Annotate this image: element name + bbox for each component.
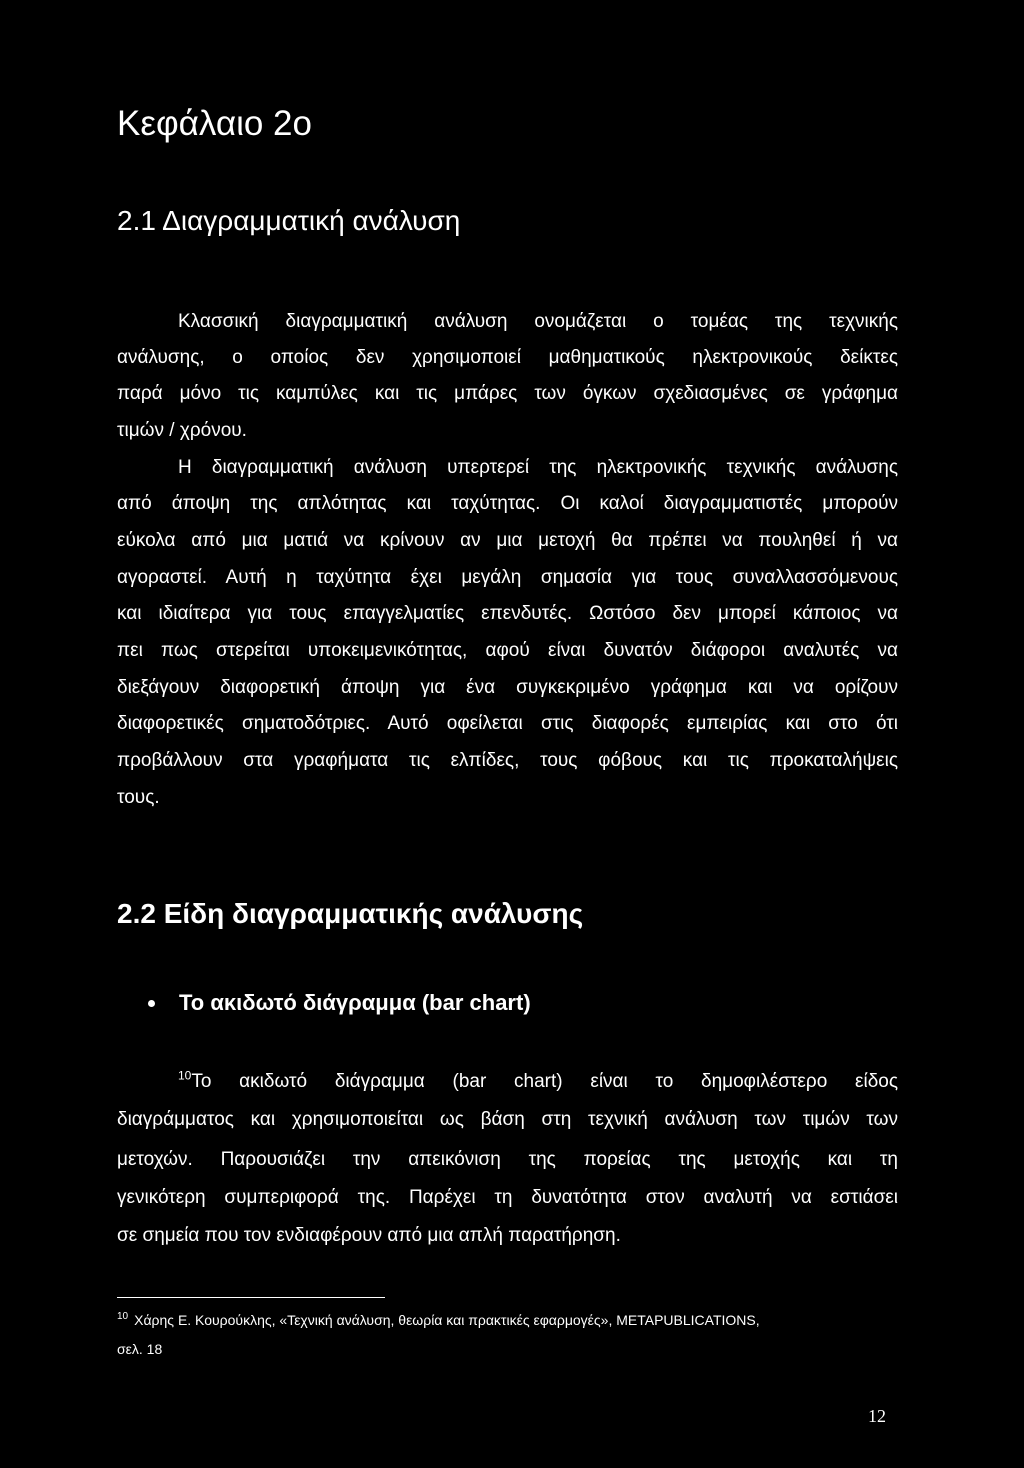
paragraph-line: αγοραστεί. Αυτή η ταχύτητα έχει μεγάλη σημασία για τους συναλλασσόμενους — [117, 567, 898, 588]
paragraph-line: διαφορετικές σηματοδότριες. Αυτό οφείλεται στις διαφορές εμπειρίας και στο ότι — [117, 713, 898, 734]
paragraph-line: ανάλυσης, ο οποίος δεν χρησιμοποιεί μαθηματικούς ηλεκτρονικούς δείκτες — [117, 347, 898, 368]
paragraph-line: Κλασσική διαγραμματική ανάλυση ονομάζεται ο τομέας της τεχνικής — [178, 311, 898, 332]
bullet-label: Το ακιδωτό διάγραμμα (bar chart) — [179, 990, 531, 1015]
paragraph-line: διαγράμματος και χρησιμοποιείται ως βάση στη τεχνική ανάλυση των τιμών των — [117, 1109, 898, 1130]
footnote-divider — [117, 1297, 385, 1298]
paragraph-line: από άποψη της απλότητας και ταχύτητας. Οι καλοί διαγραμματιστές μπορούν — [117, 493, 898, 514]
footnote-reference[interactable]: 10 — [178, 1068, 192, 1083]
paragraph-line: και ιδιαίτερα για τους επαγγελματίες επενδυτές. Ωστόσο δεν μπορεί κάποιος να — [117, 603, 898, 624]
page-number: 12 — [868, 1406, 886, 1426]
paragraph-line: προβάλλουν στα γραφήματα τις ελπίδες, τους φόβους και τις προκαταλήψεις — [117, 750, 898, 771]
footnote-line — [117, 1312, 760, 1328]
paragraph-line: τους. — [117, 787, 160, 808]
paragraph-line: μετοχών. Παρουσιάζει την απεικόνιση της πορείας της μετοχής και τη — [117, 1149, 898, 1170]
footnote-mark: 10 — [117, 1311, 129, 1323]
section-heading: 2.1 Διαγραμματική ανάλυση — [117, 205, 461, 236]
paragraph-line: σε σημεία που τον ενδιαφέρουν από μια απλή παρατήρηση. — [117, 1225, 621, 1246]
paragraph-line — [178, 1068, 898, 1092]
paragraph-line: εύκολα από μια ματιά να κρίνουν αν μια μετοχή θα πρέπει να πουληθεί ή να — [117, 530, 898, 551]
paragraph-line: γενικότερη συμπεριφορά της. Παρέχει τη δυνατότητα στον αναλυτή να εστιάσει — [117, 1187, 898, 1208]
bullet-icon — [148, 1000, 155, 1007]
paragraph-line: διεξάγουν διαφορετική άποψη για ένα συγκεκριμένο γράφημα και να ορίζουν — [117, 677, 898, 698]
paragraph-line: παρά μόνο τις καμπύλες και τις μπάρες των όγκων σχεδιασμένες σε γράφημα — [117, 383, 898, 404]
bullet-item — [148, 990, 531, 1016]
section-heading: 2.2 Είδη διαγραμματικής ανάλυσης — [117, 898, 584, 929]
paragraph-line: πει πως στερείται υποκειμενικότητας, αφού είναι δυνατόν διάφοροι αναλυτές να — [117, 640, 898, 661]
footnote-text: Χάρης Ε. Κουρούκλης, «Τεχνική ανάλυση, θεωρία και πρακτικές εφαρμογές», METAPUBLICATIONS, — [134, 1312, 760, 1328]
footnote-line: σελ. 18 — [117, 1341, 163, 1357]
paragraph-text: Το ακιδωτό διάγραμμα (bar chart) είναι το δημοφιλέστερο είδος — [191, 1071, 898, 1092]
paragraph-line: τιμών / χρόνου. — [117, 420, 247, 441]
chapter-title: Κεφάλαιο 2ο — [117, 104, 312, 143]
paragraph-line: Η διαγραμματική ανάλυση υπερτερεί της ηλεκτρονικής τεχνικής ανάλυσης — [178, 457, 898, 478]
